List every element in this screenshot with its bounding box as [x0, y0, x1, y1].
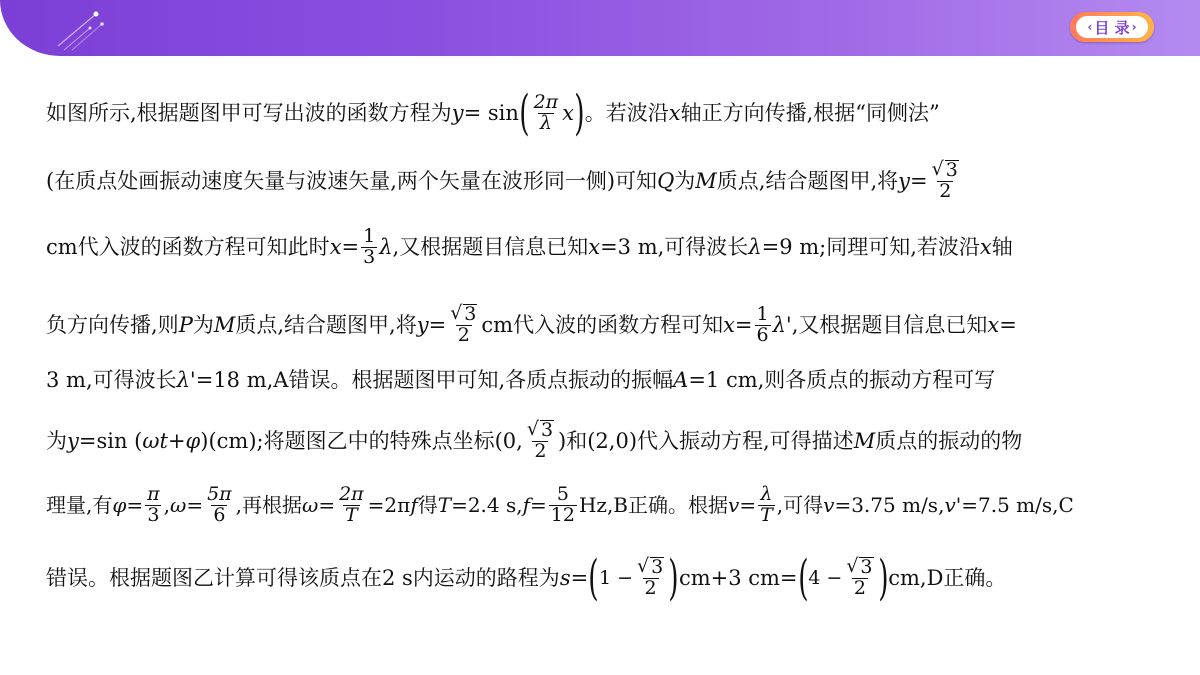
text-segment: = [999, 312, 1017, 337]
toc-button-inner [1076, 16, 1148, 38]
text-segment: 为 [46, 428, 67, 453]
text-segment: (在质点处画振动速度矢量与波速矢量,两个矢量在波形同一侧)可知 [46, 168, 658, 193]
math-op: = [341, 234, 360, 259]
toc-button[interactable] [1070, 12, 1154, 42]
math-var: y [451, 100, 464, 125]
header-banner [0, 0, 1200, 56]
fraction-denominator: 2 [457, 324, 470, 346]
text-segment: =3 m,可得波长 [600, 234, 749, 259]
math-var: x [668, 100, 681, 125]
text-segment: =18 m,A错误。根据题图甲可知,各质点振动的振幅 [195, 367, 674, 392]
math-op: = [428, 312, 447, 337]
fraction-denominator: 2 [939, 180, 952, 202]
math-var: ω [170, 493, 187, 517]
math-var: φ [185, 428, 201, 453]
right-paren: ) [877, 550, 889, 606]
fraction [337, 482, 366, 526]
math-var: s [559, 565, 571, 590]
right-paren: ) [668, 550, 679, 606]
math-var: P [178, 312, 193, 337]
text-segment: cm,D正确。 [888, 565, 1007, 590]
fraction-denominator: T [760, 503, 773, 526]
text-segment: 质点,结合题图甲,将 [235, 312, 417, 337]
text-segment: ,可得 [776, 493, 824, 517]
math-var: y [898, 168, 911, 193]
right-paren: ) [574, 85, 585, 141]
math-var: λ [748, 234, 762, 259]
text-segment: =7.5 m/s,C [961, 493, 1074, 517]
fraction [145, 482, 162, 526]
math-var: λ [379, 234, 393, 259]
fraction-numerator: 2π [533, 90, 559, 113]
text-segment: 错误。根据题图乙计算可得该质点在2 s内运动的路程为 [46, 565, 560, 590]
math-var: λ' [176, 367, 196, 392]
fraction-numerator: 2π [339, 482, 364, 505]
fraction-numerator: √ 3 [637, 555, 664, 579]
fraction-denominator: T [345, 503, 358, 526]
text-segment: 轴正方向传播,根据“同侧法” [680, 100, 940, 125]
math-op: + [167, 428, 186, 453]
fraction [205, 482, 234, 526]
text-segment: 为 [674, 168, 696, 193]
fraction-numerator: λ [760, 482, 773, 505]
left-paren: ( [519, 85, 530, 141]
text-line-7 [46, 480, 1074, 530]
fraction-numerator: 1 [756, 302, 769, 325]
math-op: = [186, 493, 204, 517]
text-segment: 得 [417, 493, 438, 517]
fraction [549, 482, 577, 526]
math-op: = [126, 493, 144, 517]
math-var: M [213, 312, 236, 337]
math-op: = sin [463, 100, 519, 125]
fraction-denominator: 6 [213, 503, 226, 526]
math-var: v [823, 493, 835, 517]
text-segment: )(cm);将题图乙中的特殊点坐标(0, [200, 428, 523, 453]
text-segment: =1 cm,则各质点的振动方程可写 [688, 367, 996, 392]
math-expr: 4 − [808, 566, 843, 589]
text-segment: 理量,有 [46, 493, 113, 517]
fraction-numerator: 1 [363, 224, 376, 247]
fraction-denominator: 3 [363, 245, 376, 268]
toc-label: 目 录 [1094, 18, 1130, 37]
math-var: T [437, 493, 452, 517]
math-expr: 1 − [598, 566, 633, 589]
chevron-left-icon: ‹ [1087, 20, 1093, 34]
math-op: = [318, 493, 336, 517]
text-line-3 [46, 222, 1013, 272]
text-segment: ,再根据 [235, 493, 303, 517]
text-segment: 。若波沿 [584, 100, 669, 125]
fraction [448, 304, 479, 346]
fraction [361, 224, 377, 268]
text-segment: =2π [367, 493, 411, 517]
fraction-denominator: 2 [853, 577, 866, 599]
math-var: φ [112, 493, 127, 517]
math-var: λ' [772, 312, 792, 337]
math-var: x [987, 312, 1000, 337]
fraction [755, 302, 771, 346]
fraction [844, 557, 875, 599]
text-line-2 [46, 156, 963, 206]
text-segment: 质点的振动的物 [875, 428, 1023, 453]
fraction-denominator: 2 [644, 577, 657, 599]
text-segment: 负方向传播,则 [46, 312, 179, 337]
radicand: 3 [651, 556, 664, 579]
fraction [635, 557, 666, 599]
math-op: = [910, 168, 928, 193]
fraction-denominator: λ [539, 111, 552, 134]
text-segment: 如图所示,根据题图甲可写出波的函数方程为 [46, 100, 452, 125]
text-line-4 [46, 300, 1017, 350]
fraction [525, 420, 556, 462]
fraction-numerator: 5π [207, 482, 232, 505]
radicand: 3 [464, 303, 477, 326]
radicand: 3 [540, 419, 554, 442]
left-paren: ( [797, 550, 809, 606]
fraction-numerator: √ 3 [526, 418, 554, 442]
math-var: ω [302, 493, 319, 517]
math-var: M [695, 168, 717, 193]
fraction-denominator: 3 [147, 503, 160, 526]
left-paren: ( [588, 550, 599, 606]
math-var: x [329, 234, 342, 259]
math-var: f [410, 493, 418, 517]
math-var: v [728, 493, 740, 517]
math-var: A [673, 367, 689, 392]
fraction-numerator: √ 3 [931, 158, 958, 182]
math-var: y [67, 428, 79, 453]
math-op: = [530, 493, 547, 517]
text-line-6 [46, 416, 1022, 466]
math-var: M [853, 428, 876, 453]
math-var: f [522, 493, 531, 517]
math-var: Q [657, 168, 675, 193]
text-segment: 3 m,可得波长 [46, 367, 177, 392]
text-segment: =sin ( [78, 428, 143, 453]
text-line-1 [46, 85, 940, 141]
fraction-denominator: 6 [756, 323, 769, 346]
text-segment: cm代入波的函数方程可知此时 [46, 234, 330, 259]
text-segment: )和(2,0)代入振动方程,可得描述 [558, 428, 854, 453]
text-segment: ,又根据题目信息已知 [392, 234, 589, 259]
fraction [532, 90, 561, 134]
text-segment: cm+3 cm= [678, 565, 798, 590]
math-var: v' [944, 493, 962, 517]
fraction-denominator: 12 [550, 503, 575, 526]
radicand: 3 [945, 159, 958, 182]
text-segment: =9 m;同理可知,若波沿 [761, 234, 980, 259]
math-var: x [588, 234, 601, 259]
math-op: = [739, 493, 757, 517]
text-segment: 轴 [991, 234, 1013, 259]
math-var: x [979, 234, 992, 259]
text-segment: cm代入波的函数方程可知 [481, 312, 724, 337]
text-line-5 [46, 355, 995, 405]
math-var: x [723, 312, 735, 337]
fraction-numerator: √ 3 [846, 555, 873, 579]
radicand: 3 [860, 556, 873, 579]
fraction [930, 160, 961, 202]
text-segment: 为 [192, 312, 214, 337]
math-var: x [562, 100, 575, 125]
fraction-numerator: 5 [556, 482, 569, 505]
fraction-denominator: 2 [534, 440, 547, 462]
chevron-right-icon: › [1131, 20, 1137, 34]
math-op: = [570, 565, 589, 590]
text-segment: , [163, 493, 170, 517]
text-segment: =3.75 m/s, [834, 493, 945, 517]
text-segment: Hz,B正确。根据 [578, 493, 729, 517]
math-var: ωt [142, 428, 168, 453]
sparkle-decoration-icon [50, 6, 110, 52]
text-segment: =2.4 s, [451, 493, 523, 517]
math-op: = [734, 312, 753, 337]
fraction-numerator: √ 3 [450, 302, 477, 326]
text-segment: 质点,结合题图甲,将 [716, 168, 899, 193]
text-segment: ,又根据题目信息已知 [791, 312, 988, 337]
math-var: y [416, 312, 429, 337]
text-line-8 [46, 550, 1007, 606]
fraction-numerator: π [147, 482, 160, 505]
fraction [758, 482, 775, 526]
